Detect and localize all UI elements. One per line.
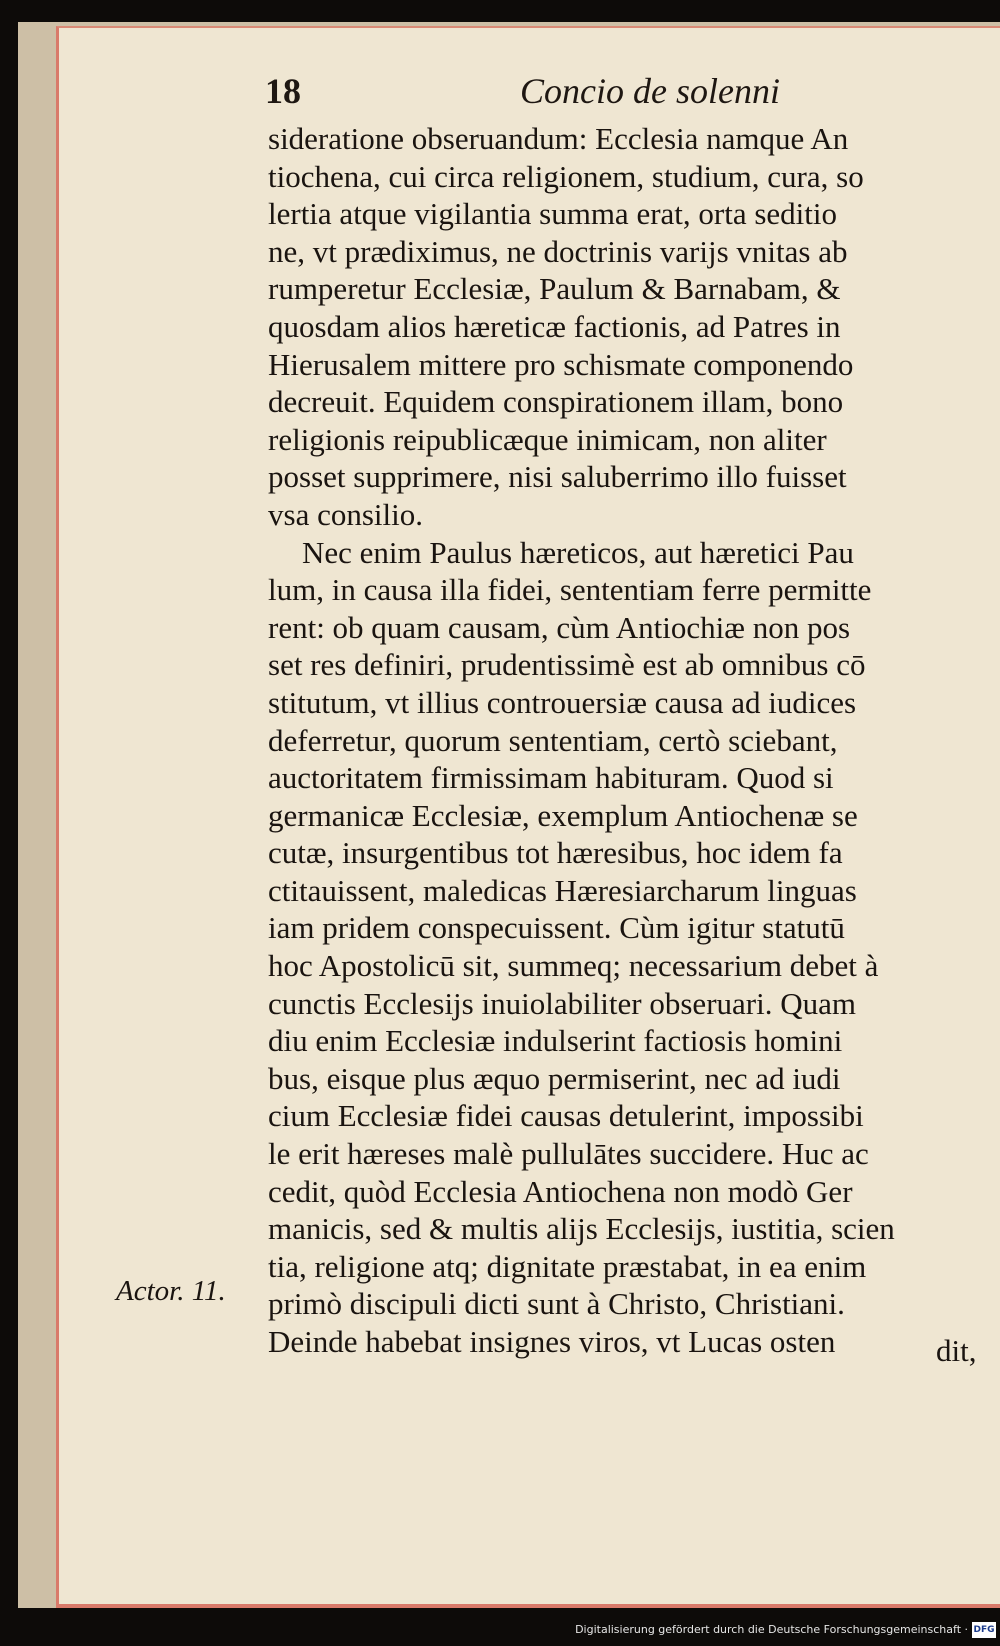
text-line: tia, religione atq; dignitate præstabat, in ea enim bbox=[268, 1248, 867, 1284]
page-header bbox=[265, 70, 985, 120]
text-line: primò discipuli dicti sunt à Christo, Christiani. bbox=[268, 1286, 845, 1322]
text-line: deferretur, quorum sententiam, certò sciebant, bbox=[268, 722, 838, 758]
paragraph-start-line: Nec enim Paulus hæreticos, aut hæretici Pau bbox=[302, 534, 854, 570]
text-line: Hierusalem mittere pro schismate componendo bbox=[268, 346, 854, 382]
text-line: lertia atque vigilantia summa erat, orta seditio bbox=[268, 196, 838, 232]
text-line: cunctis Ecclesijs inuiolabiliter obseruari. Quam bbox=[268, 985, 856, 1021]
text-line: Deinde habebat insignes viros, vt Lucas osten bbox=[268, 1324, 836, 1359]
text-line: stitutum, vt illius controuersiæ causa ad iudices bbox=[268, 684, 857, 720]
text-line: ne, vt prædiximus, ne doctrinis varijs vnitas ab bbox=[268, 233, 848, 269]
text-line: posset supprimere, nisi saluberrimo illo fuisset bbox=[268, 459, 847, 495]
text-line: rent: ob quam causam, cùm Antiochiæ non pos bbox=[268, 609, 851, 645]
text-line: cium Ecclesiæ fidei causas detulerint, impossibi bbox=[268, 1098, 864, 1134]
text-line: cedit, quòd Ecclesia Antiochena non modò Ger bbox=[268, 1173, 853, 1209]
page-number: 18 bbox=[265, 71, 301, 111]
text-line: diu enim Ecclesiæ indulserint factiosis homini bbox=[268, 1023, 843, 1059]
catchword: dit, bbox=[936, 1333, 977, 1368]
body-text bbox=[268, 120, 978, 1361]
text-line: quosdam alios hæreticæ factionis, ad Patres in bbox=[268, 308, 841, 344]
text-line: vsa consilio. bbox=[268, 496, 423, 532]
running-title: Concio de solenni bbox=[520, 71, 780, 111]
text-line: bus, eisque plus æquo permiserint, nec ad iudi bbox=[268, 1060, 841, 1096]
footer-band bbox=[0, 1620, 1000, 1646]
text-line: cutæ, insurgentibus tot hæresibus, hoc idem fa bbox=[268, 835, 843, 871]
text-line: manicis, sed & multis alijs Ecclesijs, iustitia, scien bbox=[268, 1211, 895, 1247]
text-line: decreuit. Equidem conspirationem illam, bono bbox=[268, 384, 844, 420]
text-line: le erit hæreses malè pullulātes succidere. Huc ac bbox=[268, 1136, 869, 1172]
digitization-credit: Digitalisierung gefördert durch die Deutsche Forschungsgemeinschaft · bbox=[575, 1623, 968, 1636]
text-line: set res definiri, prudentissimè est ab omnibus cō bbox=[268, 647, 866, 683]
text-line: religionis reipublicæque inimicam, non aliter bbox=[268, 421, 827, 457]
dfg-logo-icon: DFG bbox=[972, 1622, 996, 1638]
marginal-note: Actor. 11. bbox=[116, 1275, 226, 1307]
text-line: sideratione obseruandum: Ecclesia namque An bbox=[268, 121, 849, 156]
text-line: iam pridem conspecuissent. Cùm igitur statutū bbox=[268, 910, 845, 946]
text-line: rumperetur Ecclesiæ, Paulum & Barnabam, & bbox=[268, 271, 841, 307]
text-line: tiochena, cui circa religionem, studium, cura, so bbox=[268, 158, 864, 194]
text-line: ctitauissent, maledicas Hæresiarcharum linguas bbox=[268, 872, 857, 908]
text-line: lum, in causa illa fidei, sententiam ferre permitte bbox=[268, 572, 872, 608]
text-line: germanicæ Ecclesiæ, exemplum Antiochenæ se bbox=[268, 797, 858, 833]
text-line: auctoritatem firmissimam habituram. Quod si bbox=[268, 760, 834, 796]
text-line: hoc Apostolicū sit, summeq; necessarium debet à bbox=[268, 948, 879, 984]
